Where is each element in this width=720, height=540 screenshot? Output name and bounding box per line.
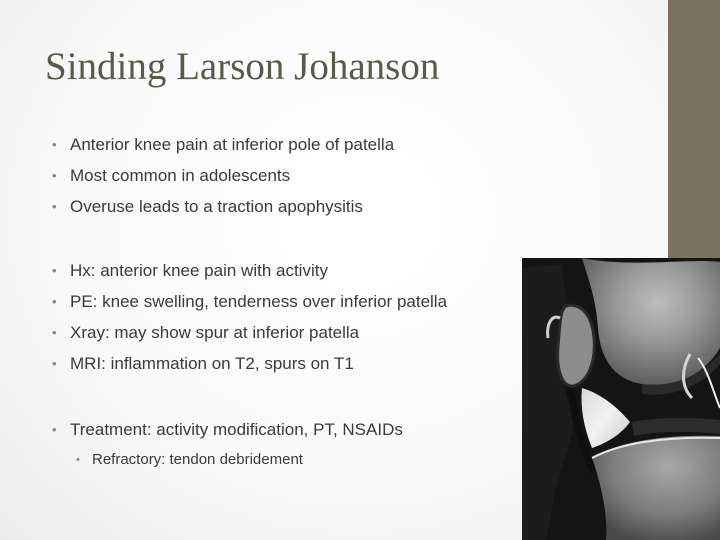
bullet-dot-icon: • xyxy=(52,294,57,309)
bullet-text: MRI: inflammation on T2, spurs on T1 xyxy=(70,354,354,373)
bullet-text: PE: knee swelling, tenderness over inferior patella xyxy=(70,292,448,311)
bullet-item xyxy=(52,134,394,165)
bullet-dot-icon: • xyxy=(52,325,57,340)
bullet-item xyxy=(52,196,394,227)
sub-bullet-text: Refractory: tendon debridement xyxy=(92,451,303,468)
bullet-text: Xray: may show spur at inferior patella xyxy=(70,323,360,342)
bullet-text: Most common in adolescents xyxy=(70,166,291,185)
slide-title: Sinding Larson Johanson xyxy=(45,45,440,88)
bullet-text: Hx: anterior knee pain with activity xyxy=(70,261,328,280)
bullet-dot-icon: • xyxy=(52,168,57,183)
bullet-dot-icon: • xyxy=(52,356,57,371)
bullet-list-workup xyxy=(52,260,447,384)
bullet-item xyxy=(52,419,403,450)
sub-bullet-item xyxy=(76,450,303,470)
bullet-dot-icon: • xyxy=(52,422,57,437)
bullet-list-overview xyxy=(52,134,394,227)
bullet-dot-icon: • xyxy=(52,199,57,214)
bullet-item xyxy=(52,260,447,291)
bullet-dot-icon: • xyxy=(52,137,57,152)
bullet-text: Anterior knee pain at inferior pole of patella xyxy=(70,135,395,154)
bullet-list-treatment xyxy=(52,419,403,450)
bullet-text: Overuse leads to a traction apophysitis xyxy=(70,197,363,216)
bullet-dot-icon: • xyxy=(76,454,80,466)
knee-mri-sagittal-image xyxy=(522,258,720,540)
bullet-dot-icon: • xyxy=(52,263,57,278)
bullet-item xyxy=(52,353,447,384)
bullet-item xyxy=(52,165,394,196)
bullet-item xyxy=(52,322,447,353)
sub-bullet-list xyxy=(76,450,303,470)
accent-bar xyxy=(668,0,720,258)
bullet-item xyxy=(52,291,447,322)
bullet-text: Treatment: activity modification, PT, NSAIDs xyxy=(70,420,403,439)
